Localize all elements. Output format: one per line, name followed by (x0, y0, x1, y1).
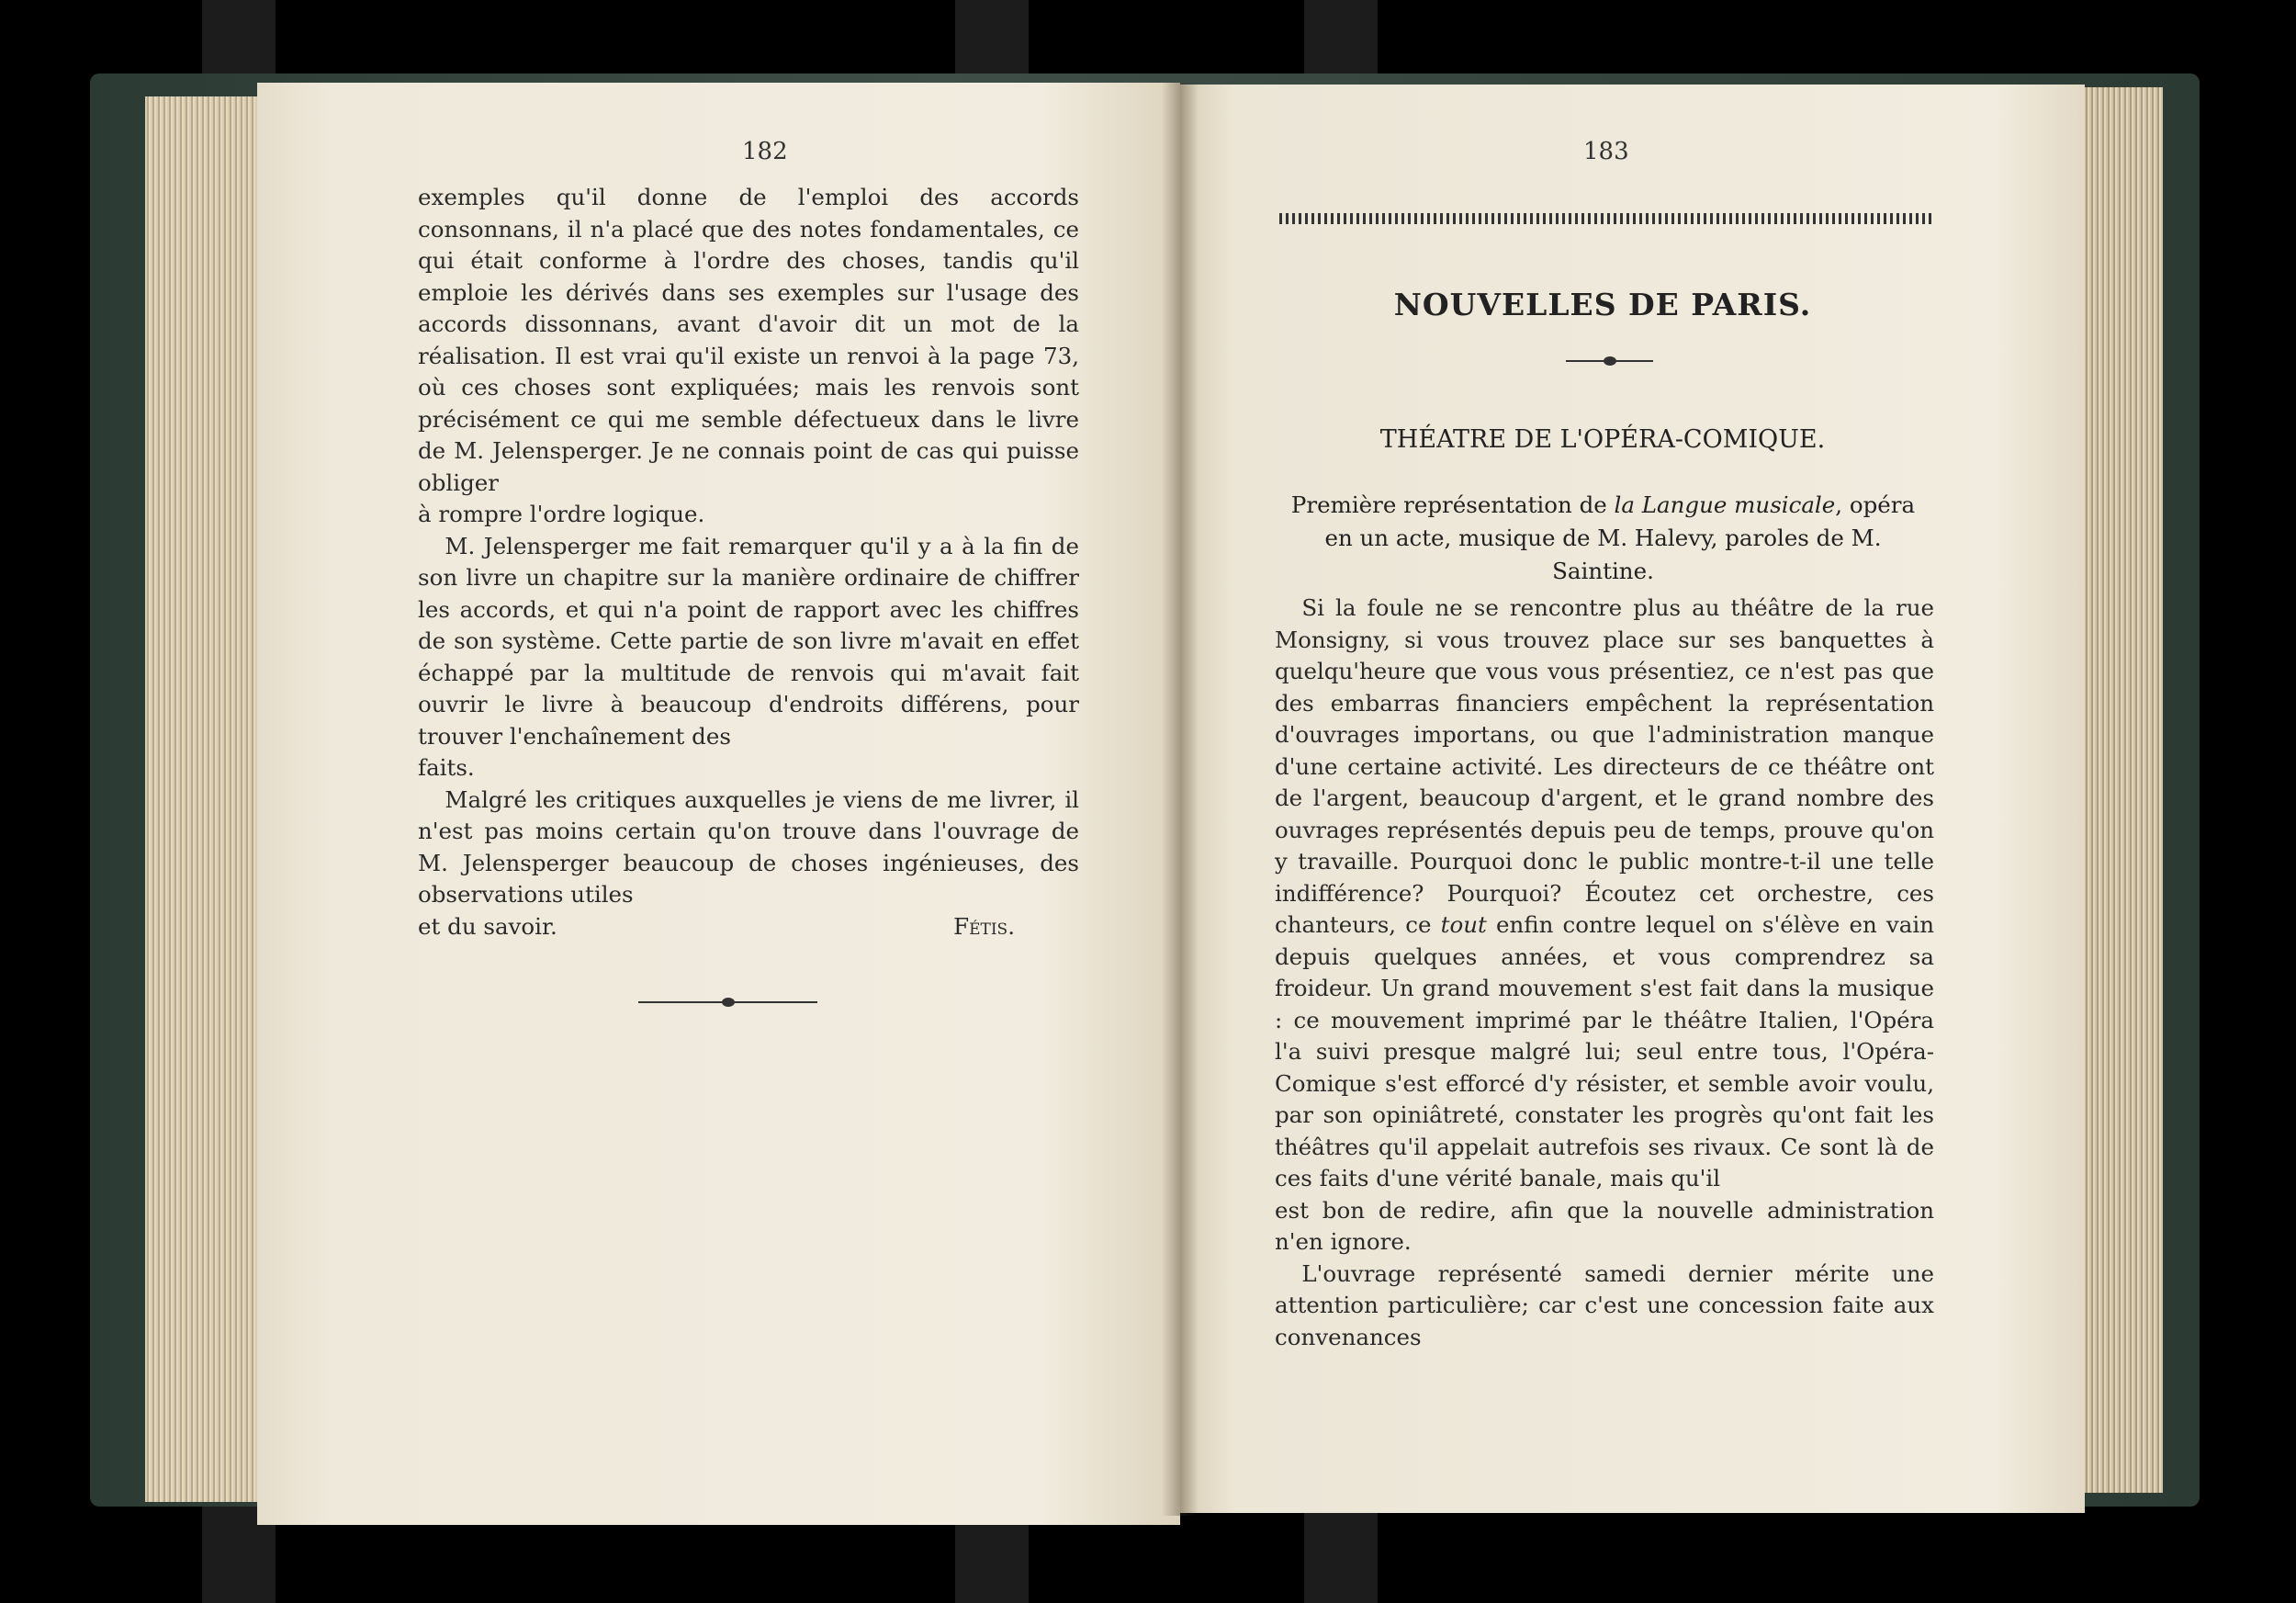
subtitle-text-1: Première représentation de (1290, 491, 1615, 518)
section-title: NOUVELLES DE PARIS. (1393, 287, 1812, 322)
left-paragraph-1: exemples qu'il donne de l'emploi des accords consonnans, il n'a placé que des notes fondamentales, ce qui était conforme à l'ordre des choses, tandis qu'il emploie les dérivés dans ses exemples sur l'usage des accords dissonnans, avant d'avoir dit un mot de la réalisation. Il est vrai qu'il existe un renvoi à la page 73, où ces choses sont expliquées; mais les renvois sont précisément ce qui me semble défectueux dans le livre de M. Jelensperger. Je ne connais point de cas qui puisse obliger (418, 184, 1079, 496)
article-subtitle (1275, 489, 1931, 588)
book-gutter (1162, 83, 1199, 1516)
work-title: la Langue musicale (1614, 491, 1836, 518)
left-page-number: 182 (742, 138, 788, 165)
header-rule (1279, 213, 1931, 224)
left-page-text (418, 182, 1079, 943)
right-paragraph-1-part-b: enfin contre lequel on s'élève en vain depuis quelques années, et vous comprendrez sa froideur. Un grand mouvement s'est fait dans la musique : ce mouvement imprimé par le théâtre Italien, l'Opéra l'a suivi presque malgré lui; seul entre tous, l'Opéra-Comique s'est efforcé d'y résister, et semble avoir voulu, par son opiniâtreté, constater les progrès qu'ont fait les théâtres qu'il appelait autrefois ses rivaux. Ce sont là de ces faits d'une vérité banale, mais qu'il (1275, 911, 1934, 1191)
left-paragraph-3: Malgré les critiques auxquelles je viens de me livrer, il n'est pas moins certain qu'on trouve dans l'ouvrage de M. Jelensperger beaucoup de choses ingénieuses, des observations utiles (418, 785, 1079, 908)
right-page-number: 183 (1583, 138, 1629, 165)
subtitle-text-2: , opéra en un acte, musique de M. Halevy, paroles de M. Saintine. (1324, 491, 1916, 584)
right-paragraph-1-last-line: est bon de redire, afin que la nouvelle administration n'en ignore. (1275, 1196, 1934, 1255)
article-title: THÉATRE DE L'OPÉRA-COMIQUE. (1379, 425, 1826, 454)
signature-line (418, 911, 1079, 943)
title-ornament (1566, 356, 1653, 366)
left-page-edges (145, 96, 269, 1502)
left-paragraph-1-last-line: à rompre l'ordre logique. (418, 501, 705, 527)
right-paragraph-1 (1275, 593, 1934, 1195)
left-paragraph-2: M. Jelensperger me fait remarquer qu'il y a à la fin de son livre un chapitre sur la manière ordinaire de chiffrer les accords, et qui n'a point de rapport avec les chiffres de son système. Cette partie de son livre m'avait en effet échappé par la multitude de renvois qui m'avait fait ouvrir le livre à beaucoup d'endroits différens, pour trouver l'enchaînement des (418, 532, 1079, 750)
left-paragraph-3-last-line: et du savoir. (418, 912, 557, 940)
emphasis-tout: tout (1440, 911, 1487, 938)
right-paragraph-1-part-a: Si la foule ne se rencontre plus au théâtre de la rue Monsigny, si vous trouvez place sur ses banquettes à quelqu'heure que vous vous présentiez, ce n'est pas que des embarras financiers empêchent la représentation d'ouvrages importans, ou que l'administration manque d'une certaine activité. Les directeurs de ce théâtre ont de l'argent, beaucoup d'argent, et le grand nombre des ouvrages représentés depuis peu de temps, prouve qu'on y travaille. Pourquoi donc le public montre-t-il une telle indifférence? Pourquoi? Écoutez cet orchestre, ces chanteurs, ce (1275, 594, 1934, 938)
left-paragraph-2-last-line: faits. (418, 754, 475, 781)
right-paragraph-2: L'ouvrage représenté samedi dernier mérite une attention particulière; car c'est une concession faite aux convenances (1275, 1259, 1934, 1350)
right-page-text (1275, 593, 1934, 1353)
author-signature: Fétis. (953, 912, 1015, 940)
end-ornament (638, 998, 817, 1007)
